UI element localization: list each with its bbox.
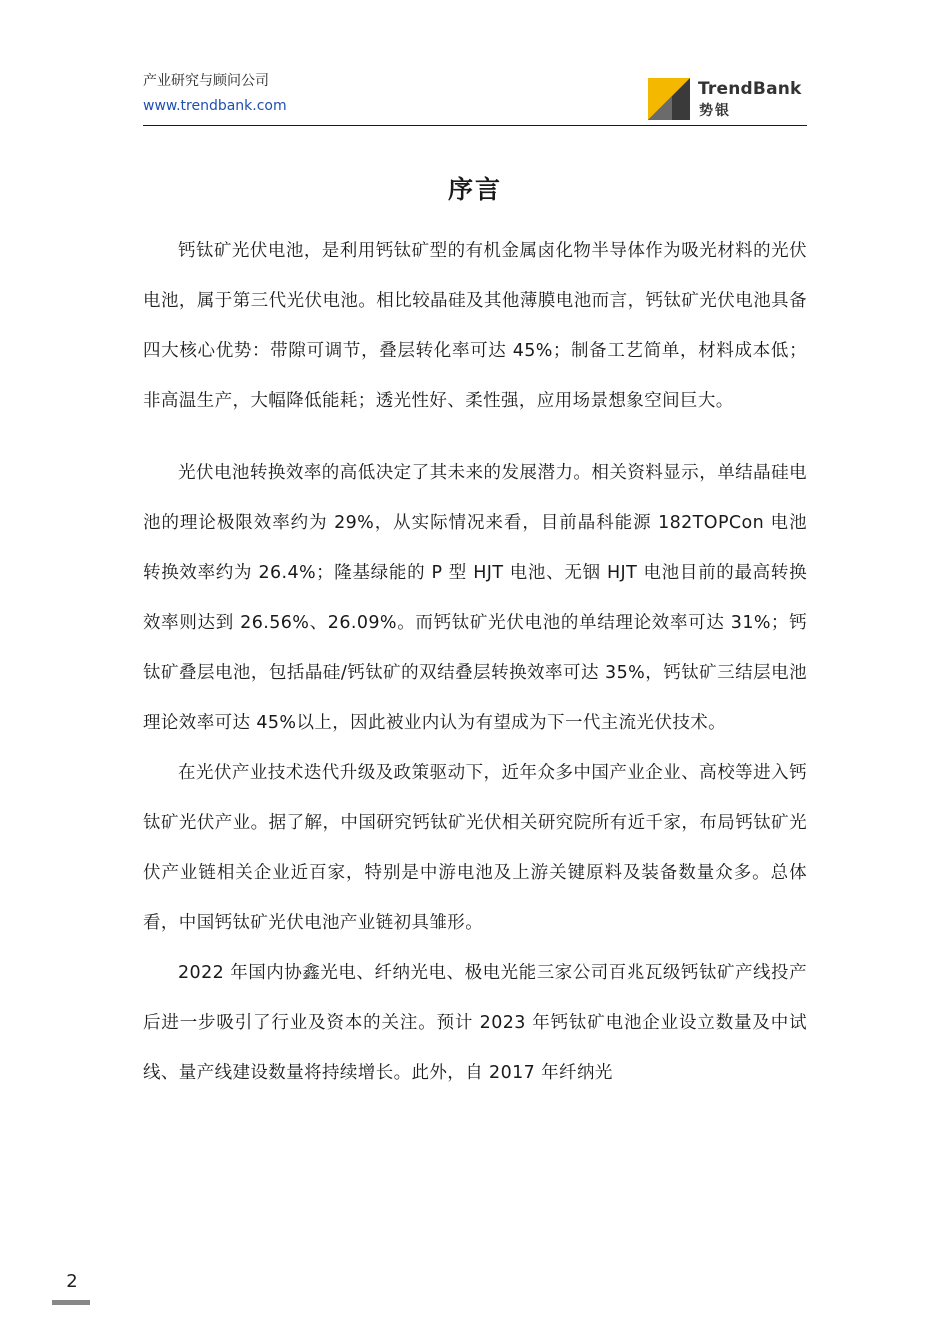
paragraph-4: 2022 年国内协鑫光电、纤纳光电、极电光能三家公司百兆瓦级钙钛矿产线投产后进一步吸引了行业及资本的关注。预计 2023 年钙钛矿电池企业设立数量及中试线、量产线建设数量将持续增长。此外，自 2017 年纤纳光 (143, 963, 807, 1083)
company-tagline: 产业研究与顾问公司 (143, 73, 269, 89)
trendbank-logo-icon (648, 78, 690, 120)
page-number: 2 (66, 1271, 78, 1292)
header-divider (143, 125, 807, 126)
header-company-block (143, 72, 287, 115)
trendbank-logo (648, 78, 808, 122)
body-text (143, 226, 807, 1098)
paragraph-1: 钙钛矿光伏电池，是利用钙钛矿型的有机金属卤化物半导体作为吸光材料的光伏电池，属于第三代光伏电池。相比较晶硅及其他薄膜电池而言，钙钛矿光伏电池具备四大核心优势：带隙可调节，叠层转化率可达 45%；制备工艺简单，材料成本低；非高温生产，大幅降低能耗；透光性好、柔性强，应用场景想象空间巨大。 (143, 241, 807, 411)
paragraph-3: 在光伏产业技术迭代升级及政策驱动下，近年众多中国产业企业、高校等进入钙钛矿光伏产业。据了解，中国研究钙钛矿光伏相关研究院所有近千家，布局钙钛矿光伏产业链相关企业近百家，特别是中游电池及上游关键原料及装备数量众多。总体看，中国钙钛矿光伏电池产业链初具雏形。 (143, 763, 807, 933)
company-url-link[interactable]: www.trendbank.com (143, 98, 287, 114)
page-title: 序言 (447, 175, 502, 204)
page-number-underline (52, 1300, 90, 1305)
logo-wordmark-en: TrendBank (698, 79, 802, 99)
paragraph-2: 光伏电池转换效率的高低决定了其未来的发展潜力。相关资料显示，单结晶硅电池的理论极限效率约为 29%，从实际情况来看，目前晶科能源 182TOPCon 电池转换效率约为 26.4%；隆基绿能的 P 型 HJT 电池、无铟 HJT 电池目前的最高转换效率则达到 26.56%、26.09%。而钙钛矿光伏电池的单结理论效率可达 31%；钙钛矿叠层电池，包括晶硅/钙钛矿的双结叠层转换效率可达 35%，钙钛矿三结层电池理论效率可达 45%以上，因此被业内认为有望成为下一代主流光伏技术。 (143, 463, 807, 733)
logo-wordmark-cn: 势银 (699, 103, 731, 119)
